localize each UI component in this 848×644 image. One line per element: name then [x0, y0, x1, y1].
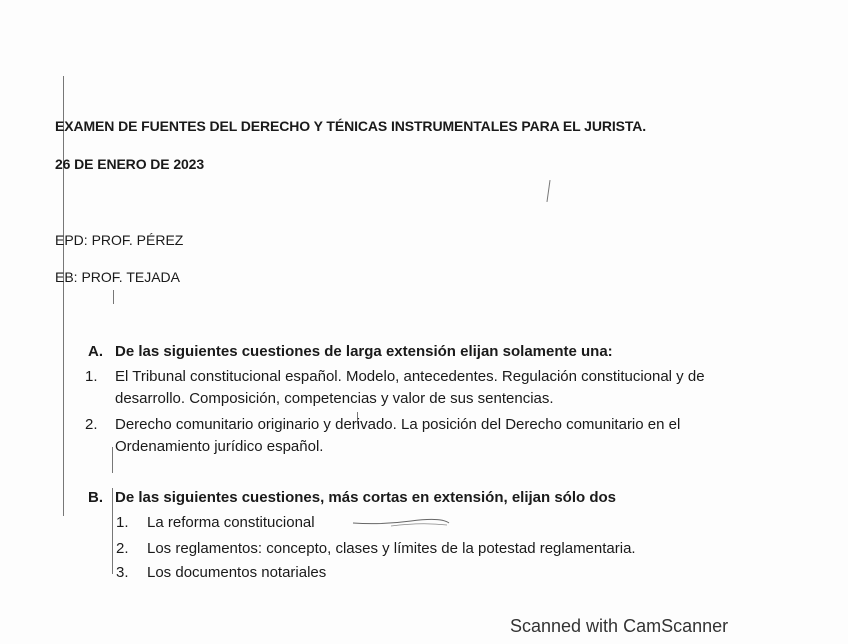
section-b-item-2	[116, 538, 636, 560]
scan-mark	[113, 290, 114, 304]
item-number: 2.	[85, 416, 98, 433]
section-a-item-2	[85, 414, 775, 458]
professor-eb: EB: PROF. TEJADA	[55, 269, 180, 285]
item-text: Los documentos notariales	[147, 564, 327, 581]
professor-epd: EPD: PROF. PÉREZ	[55, 232, 184, 248]
exam-date: 26 DE ENERO DE 2023	[55, 156, 205, 172]
item-text: Derecho comunitario originario y derivado. La posición del Derecho comunitario en el Ordenamiento jurídico español.	[115, 416, 681, 455]
scan-mark	[546, 180, 550, 202]
section-a-letter: A.	[88, 343, 103, 360]
camscanner-watermark: Scanned with CamScanner	[510, 616, 729, 636]
exam-title: EXAMEN DE FUENTES DEL DERECHO Y TÉNICAS INSTRUMENTALES PARA EL JURISTA.	[55, 118, 647, 134]
item-number: 2.	[116, 540, 129, 557]
section-b-item-3	[116, 562, 326, 584]
item-number: 3.	[116, 564, 129, 581]
scan-margin-line	[63, 76, 64, 516]
section-b-heading	[88, 489, 616, 506]
pen-scribble	[351, 514, 451, 530]
section-a-item-1	[85, 366, 775, 410]
item-number: 1.	[116, 514, 129, 531]
section-b-title: De las siguientes cuestiones, más cortas en extensión, elijan sólo dos	[115, 489, 617, 506]
item-text: Los reglamentos: concepto, clases y límites de la potestad reglamentaria.	[147, 540, 636, 557]
section-a-heading	[88, 343, 613, 360]
item-number: 1.	[85, 368, 98, 385]
section-a-title: De las siguientes cuestiones de larga extensión elijan solamente una:	[115, 343, 613, 360]
section-b-item-1	[116, 512, 315, 534]
section-b-letter: B.	[88, 489, 103, 506]
item-text: El Tribunal constitucional español. Modelo, antecedentes. Regulación constitucional y de desarrollo. Composición, competencias y valor de sus sentencias.	[115, 368, 705, 407]
item-text: La reforma constitucional	[147, 514, 315, 531]
